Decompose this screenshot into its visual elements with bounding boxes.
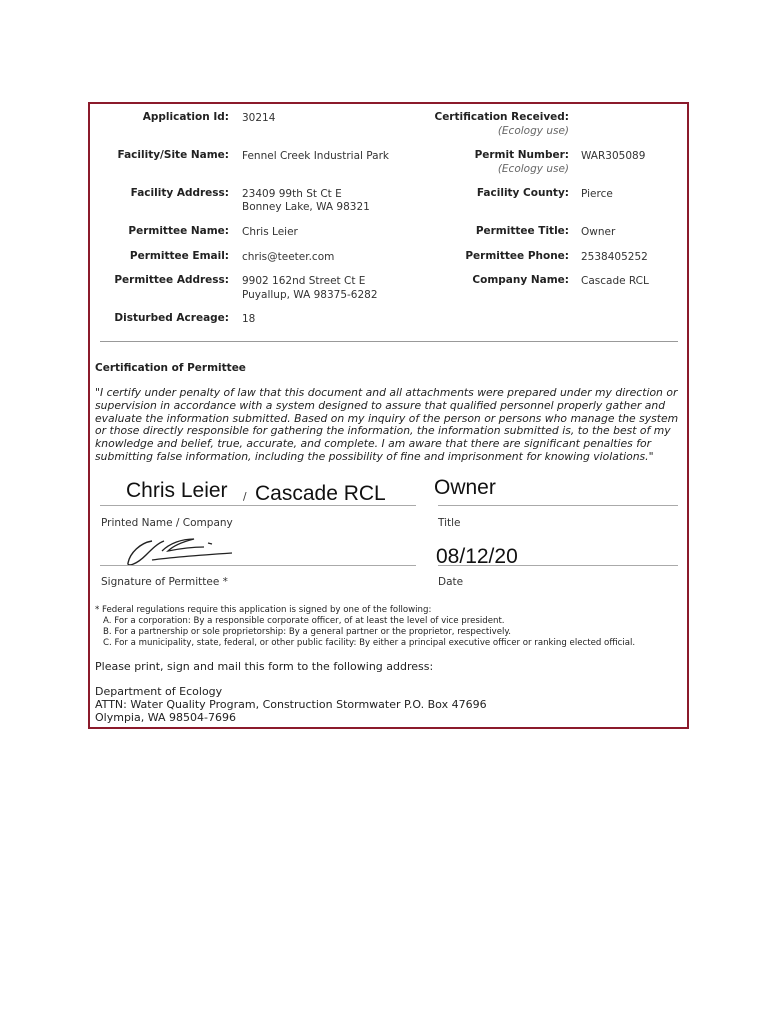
facility-address-line2: Bonney Lake, WA 98321 bbox=[242, 201, 370, 213]
footnote-item: A. For a corporation: By a responsible corporate officer, of at least the level of vice president. bbox=[103, 616, 505, 626]
permittee-title-label: Permittee Title: bbox=[475, 225, 569, 237]
permit-number-label: Permit Number: bbox=[474, 149, 569, 161]
certification-received-note: (Ecology use) bbox=[497, 125, 569, 137]
certification-heading: Certification of Permittee bbox=[95, 362, 246, 374]
company-name-label: Company Name: bbox=[472, 274, 569, 286]
date-value: 08/12/20 bbox=[436, 545, 518, 568]
printed-name-caption: Printed Name / Company bbox=[101, 517, 233, 529]
application-id-label: Application Id: bbox=[142, 111, 229, 123]
permittee-signature bbox=[122, 533, 238, 569]
disturbed-acreage-label: Disturbed Acreage: bbox=[114, 312, 229, 324]
permit-number-value: WAR305089 bbox=[581, 150, 646, 162]
facility-address-line1: 23409 99th St Ct E bbox=[242, 188, 342, 200]
mailing-address-line: Department of Ecology bbox=[95, 685, 223, 698]
section-divider bbox=[100, 341, 678, 342]
company-name-value: Cascade RCL bbox=[581, 275, 649, 287]
permittee-phone-value: 2538405252 bbox=[581, 251, 648, 263]
permittee-name-label: Permittee Name: bbox=[128, 225, 229, 237]
printed-name-value: Chris Leier bbox=[126, 479, 228, 502]
date-caption: Date bbox=[438, 576, 464, 588]
signature-caption: Signature of Permittee * bbox=[101, 576, 228, 588]
printed-name-line bbox=[100, 505, 416, 506]
mailing-instruction: Please print, sign and mail this form to the following address: bbox=[95, 660, 434, 673]
permittee-title-value: Owner bbox=[581, 226, 616, 238]
facility-county-value: Pierce bbox=[581, 188, 613, 200]
title-caption: Title bbox=[438, 517, 461, 529]
mailing-address-line: ATTN: Water Quality Program, Construction Stormwater P.O. Box 47696 bbox=[95, 698, 487, 711]
footnote-intro: * Federal regulations require this application is signed by one of the following: bbox=[95, 605, 432, 615]
title-line bbox=[438, 505, 678, 506]
permittee-email-value: chris@teeter.com bbox=[242, 251, 335, 263]
application-id-value: 30214 bbox=[242, 112, 276, 124]
disturbed-acreage-value: 18 bbox=[242, 313, 256, 325]
facility-address-label: Facility Address: bbox=[130, 187, 229, 199]
permittee-address-line2: Puyallup, WA 98375-6282 bbox=[242, 289, 378, 301]
certification-statement: "I certify under penalty of law that this document and all attachments were prepared under my direction or supervision in accordance with a system designed to assure that qualified personnel properly gather and evaluate the information submitted. Based on my inquiry of the person or persons who manage the system or those directly responsible for gathering the information, the information submitted is, to the best of my knowledge and belief, true, accurate, and complete. I am aware that there are significant penalties for submitting false information, including the possibility of fine and imprisonment for knowing violations." bbox=[95, 386, 679, 463]
title-value: Owner bbox=[434, 476, 496, 499]
footnote-item: B. For a partnership or sole proprietorship: By a general partner or the proprietor, respectively. bbox=[103, 627, 511, 637]
permittee-name-value: Chris Leier bbox=[242, 226, 298, 238]
date-line bbox=[438, 565, 678, 566]
footnote-item: C. For a municipality, state, federal, or other public facility: By either a principal executive officer or ranking elected official. bbox=[103, 638, 636, 648]
permittee-email-label: Permittee Email: bbox=[129, 250, 229, 262]
facility-name-value: Fennel Creek Industrial Park bbox=[242, 150, 389, 162]
permittee-address-line1: 9902 162nd Street Ct E bbox=[242, 275, 366, 287]
facility-name-label: Facility/Site Name: bbox=[117, 149, 229, 161]
permit-number-note: (Ecology use) bbox=[497, 163, 569, 175]
permittee-address-label: Permittee Address: bbox=[114, 274, 229, 286]
company-value: Cascade RCL bbox=[255, 482, 386, 505]
name-company-separator: / bbox=[243, 491, 247, 503]
signature-line bbox=[100, 565, 416, 566]
facility-county-label: Facility County: bbox=[476, 187, 569, 199]
permittee-phone-label: Permittee Phone: bbox=[465, 250, 569, 262]
certification-received-label: Certification Received: bbox=[434, 111, 569, 123]
mailing-address-line: Olympia, WA 98504-7696 bbox=[95, 711, 236, 724]
